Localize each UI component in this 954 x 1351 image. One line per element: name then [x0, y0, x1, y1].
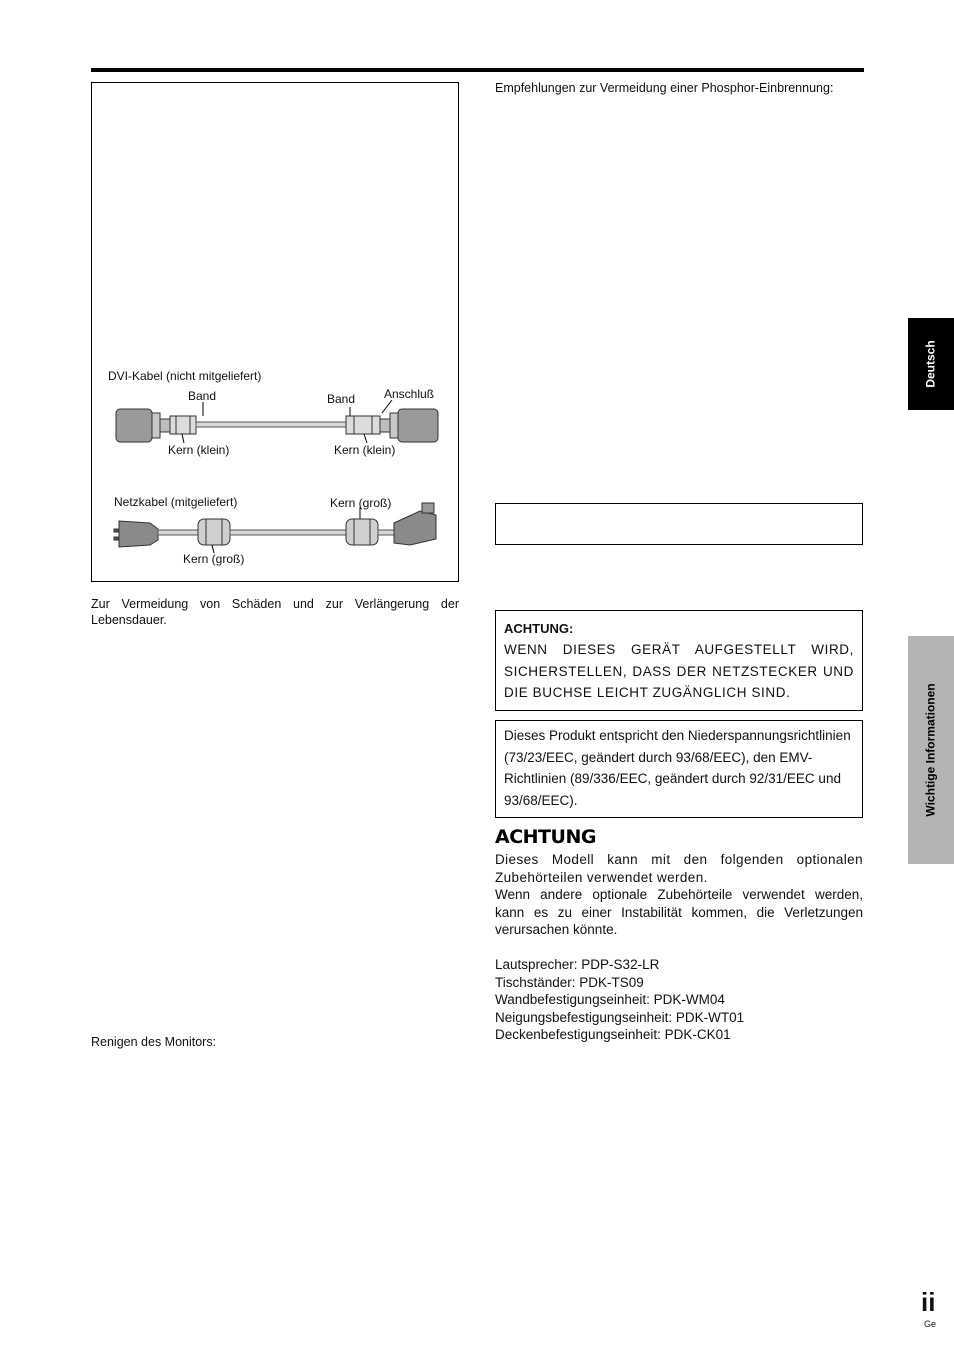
- accessory-intro: [495, 851, 863, 939]
- dvi-cable-label: DVI-Kabel (nicht mitgeliefert): [108, 369, 262, 383]
- accessory-para-2: Wenn andere optionale Zubehörteile verwendet werden, kann es zu einer Instabilität kommen, die Verletzungen verursachen könnte.: [495, 887, 863, 937]
- language-tab: [908, 318, 954, 410]
- warning-box: [495, 610, 863, 711]
- core-small-label-left: Kern (klein): [168, 443, 230, 457]
- top-rule: [91, 68, 864, 72]
- phosphor-heading: Empfehlungen zur Vermeidung einer Phosphor-Einbrennung:: [495, 81, 834, 95]
- power-cable: [114, 503, 436, 553]
- section-tab: [908, 636, 954, 864]
- power-cable-label: Netzkabel (mitgeliefert): [114, 495, 238, 509]
- cleaning-heading: Renigen des Monitors:: [91, 1035, 217, 1049]
- empty-frame: [495, 503, 863, 545]
- band-label-left: Band: [188, 389, 217, 403]
- list-item: Lautsprecher: PDP-S32-LR: [495, 957, 660, 972]
- dvi-cable: [116, 400, 438, 443]
- conformity-box: [495, 720, 863, 818]
- accessory-para-1: Dieses Modell kann mit den folgenden optionalen Zubehörteilen verwendet werden.: [495, 852, 863, 885]
- lifetime-paragraph: Zur Vermeidung von Schäden und zur Verlängerung der Lebensdauer.: [91, 597, 459, 627]
- list-item: Deckenbefestigungseinheit: PDK-CK01: [495, 1027, 731, 1042]
- band-label-right: Band: [327, 392, 356, 406]
- accessory-list: [495, 956, 744, 1044]
- section-tab-label: Wichtige Informationen: [924, 683, 939, 817]
- achtung-heading: ACHTUNG: [495, 826, 596, 848]
- page-number: ii: [921, 1287, 936, 1317]
- conformity-text: Dieses Produkt entspricht den Niederspannungsrichtlinien (73/23/EEC, geändert durch 93/68/EEC), den EMV-Richtlinien (89/336/EEC, geändert durch 92/31/EEC und 93/68/EEC).: [504, 728, 851, 808]
- core-small-label-right: Kern (klein): [334, 443, 396, 457]
- cable-figure: [91, 82, 459, 582]
- warning-text: WENN DIESES GERÄT AUFGESTELLT WIRD, SICHERSTELLEN, DASS DER NETZSTECKER UND DIE BUCHSE LEICHT ZUGÄNGLICH SIND.: [504, 642, 854, 700]
- page-language-code: Ge: [924, 1319, 937, 1329]
- core-large-label-right: Kern (groß): [330, 496, 392, 510]
- list-item: Tischständer: PDK-TS09: [495, 974, 644, 990]
- list-item: Neigungsbefestigungseinheit: PDK-WT01: [495, 1009, 745, 1025]
- warning-heading: ACHTUNG:: [504, 621, 574, 636]
- connector-label: Anschluß: [384, 387, 435, 401]
- list-item: Wandbefestigungseinheit: PDK-WM04: [495, 992, 725, 1007]
- language-tab-label: Deutsch: [924, 340, 938, 388]
- core-large-label-bottom: Kern (groß): [183, 552, 245, 566]
